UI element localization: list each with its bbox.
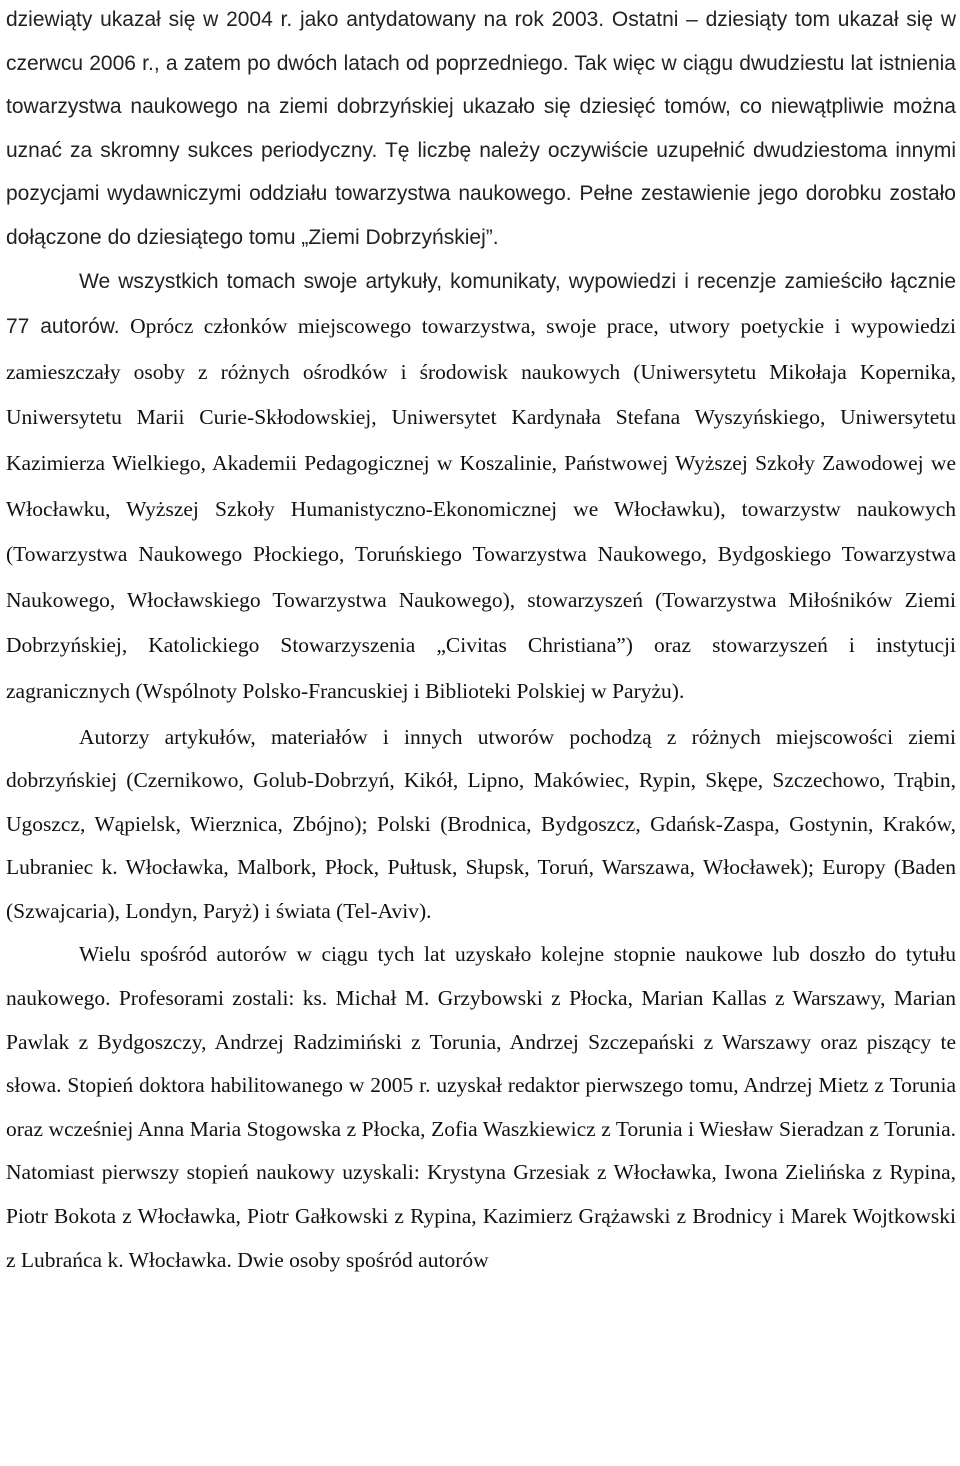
paragraph-2 bbox=[6, 260, 956, 716]
paragraph-1: dziewiąty ukazał się w 2004 r. jako antydatowany na rok 2003. Ostatni – dziesiąty tom ukazał się w czerwcu 2006 r., a zatem po dwóch latach od poprzedniego. Tak więc w ciągu dwudziestu lat istnienia towarzystwa naukowego na ziemi dobrzyńskiej ukazało się dziesięć tomów, co niewątpliwie można uznać za skromny sukces periodyczny. Tę liczbę należy oczywiście uzupełnić dwudziestoma innymi pozycjami wydawniczymi oddziału towarzystwa naukowego. Pełne zestawienie jego dorobku zostało dołączone do dziesiątego tomu „Ziemi Dobrzyńskiej”. bbox=[6, 8, 956, 249]
paragraph-4: Wielu spośród autorów w ciągu tych lat uzyskało kolejne stopnie naukowe lub doszło do tytułu naukowego. Profesorami zostali: ks. Michał M. Grzybowski z Płocka, Marian Kallas z Warszawy, Marian Pawlak z Bydgoszczy, Andrzej Radzimiński z Torunia, Andrzej Szczepański z Warszawy oraz piszący te słowa. Stopień doktora habilitowanego w 2005 r. uzyskał redaktor pierwszego tomu, Andrzej Mietz z Torunia oraz wcześniej Anna Maria Stogowska z Płocka, Zofia Waszkiewicz z Torunia i Wiesław Sieradzan z Torunia. Natomiast pierwszy stopień naukowy uzyskali: Krystyna Grzesiak z Włocławka, Iwona Zielińska z Rypina, Piotr Bokota z Włocławka, Piotr Gałkowski z Rypina, Kazimierz Grążawski z Brodnicy i Marek Wojtkowski z Lubrańca k. Włocławka. Dwie osoby spośród autorów bbox=[6, 942, 956, 1272]
paragraph-2-lead: We wszystkich tomach swoje artykuły, komunikaty, wypowiedzi i recenzje zamieściło łącznie 77 autorów. bbox=[6, 269, 956, 339]
paragraph-3: Autorzy artykułów, materiałów i innych utworów pochodzą z różnych miejscowości ziemi dobrzyńskiej (Czernikowo, Golub-Dobrzyń, Kikół, Lipno, Makówiec, Rypin, Skępe, Szczechowo, Trąbin, Ugoszcz, Wąpielsk, Wierznica, Zbójno); Polski (Brodnica, Bydgoszcz, Gdańsk-Zaspa, Gostynin, Kraków, Lubraniec k. Włocławka, Malbork, Płock, Pułtusk, Słupsk, Toruń, Warszawa, Włocławek); Europy (Baden (Szwajcaria), Londyn, Paryż) i świata (Tel-Aviv). bbox=[6, 724, 956, 923]
paragraph-2-rest: Oprócz członków miejscowego towarzystwa, swoje prace, utwory poetyckie i wypowiedzi zamieszczały osoby z różnych ośrodków i środowisk naukowych (Uniwersytetu Mikołaja Kopernika, Uniwersytetu Marii Curie-Skłodowskiej, Uniwersytet Kardynała Stefana Wyszyńskiego, Uniwersytetu Kazimierza Wielkiego, Akademii Pedagogicznej w Koszalinie, Państwowej Wyższej Szkoły Zawodowej we Włocławku, Wyższej Szkoły Humanistyczno-Ekonomicznej we Włocławku), towarzystw naukowych (Towarzystwa Naukowego Płockiego, Toruńskiego Towarzystwa Naukowego, Bydgoskiego Towarzystwa Naukowego, Włocławskiego Towarzystwa Naukowego), stowarzyszeń (Towarzystwa Miłośników Ziemi Dobrzyńskiej, Katolickiego Stowarzyszenia „Civitas Christiana”) oraz stowarzyszeń i instytucji zagranicznych (Wspólnoty Polsko-Francuskiej i Biblioteki Polskiej w Paryżu). bbox=[6, 314, 956, 703]
